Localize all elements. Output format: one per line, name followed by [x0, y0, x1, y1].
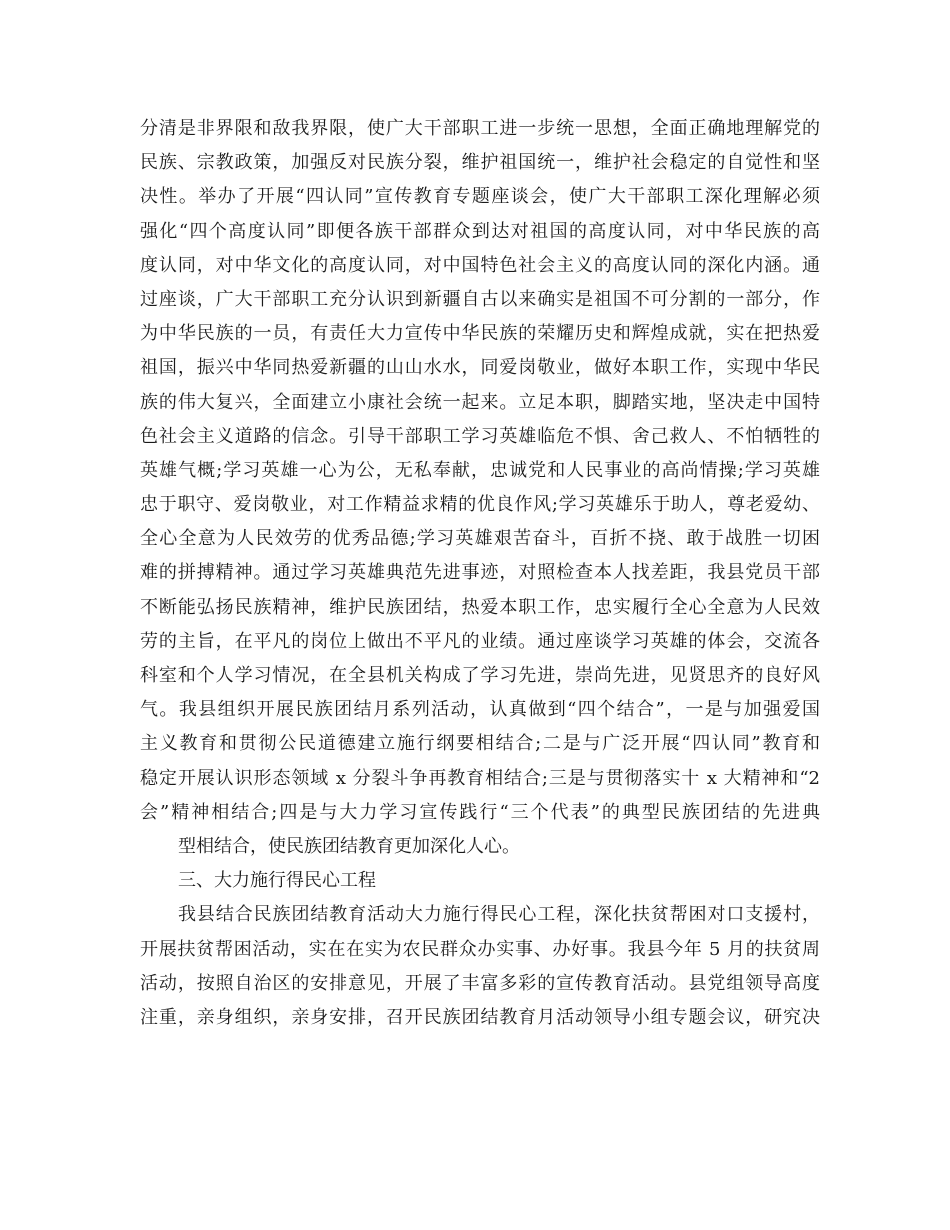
- body-line: 型相结合，使民族团结教育更加深化人心。: [178, 835, 520, 857]
- body-line: 决性。举办了开展“四认同”宣传教育专题座谈会，使广大干部职工深化理解必须: [140, 186, 820, 208]
- body-line: 忠于职守、爱岗敬业，对工作精益求精的优良作风;学习英雄乐于助人，尊老爱幼、: [140, 494, 820, 516]
- body-line: 主义教育和贯彻公民道德建立施行纲要相结合;二是与广泛开展“四认同”教育和: [140, 733, 820, 755]
- body-line: 劳的主旨，在平凡的岗位上做出不平凡的业绩。通过座谈学习英雄的体会，交流各: [140, 630, 820, 652]
- body-line: 度认同，对中华文化的高度认同，对中国特色社会主义的高度认同的深化内涵。通: [140, 254, 820, 276]
- body-line: 过座谈，广大干部职工充分认识到新疆自古以来确实是祖国不可分割的一部分，作: [140, 288, 820, 310]
- body-line: 气。我县组织开展民族团结月系列活动，认真做到“四个结合”，一是与加强爱国: [140, 699, 820, 721]
- body-line: 开展扶贫帮困活动，实在在实为农民群众办实事、办好事。我县今年 5 月的扶贫周: [140, 938, 820, 960]
- body-line: 祖国，振兴中华同热爱新疆的山山水水，同爱岗敬业，做好本职工作，实现中华民: [140, 357, 820, 379]
- body-line: 稳定开展认识形态领域 x 分裂斗争再教育相结合;三是与贯彻落实十 x 大精神和“2: [140, 767, 820, 789]
- body-line: 英雄气概;学习英雄一心为公，无私奉献，忠诚党和人民事业的高尚情操;学习英雄: [140, 459, 820, 481]
- body-line: 活动，按照自治区的安排意见，开展了丰富多彩的宣传教育活动。县党组领导高度: [140, 972, 820, 994]
- body-line: 色社会主义道路的信念。引导干部职工学习英雄临危不惧、舍己救人、不怕牺牲的: [140, 425, 820, 447]
- body-text: [140, 112, 820, 1035]
- body-line: 我县结合民族团结教育活动大力施行得民心工程，深化扶贫帮困对口支援村，: [178, 904, 820, 926]
- body-line: 强化“四个高度认同”即便各族干部群众到达对祖国的高度认同，对中华民族的高: [140, 220, 820, 242]
- body-line: 注重，亲身组织，亲身安排，召开民族团结教育月活动领导小组专题会议，研究决: [140, 1006, 820, 1028]
- body-line: 为中华民族的一员，有责任大力宣传中华民族的荣耀历史和辉煌成就，实在把热爱: [140, 323, 820, 345]
- body-line: 族的伟大复兴，全面建立小康社会统一起来。立足本职，脚踏实地，坚决走中国特: [140, 391, 820, 413]
- body-line: 不断能弘扬民族精神，维护民族团结，热爱本职工作，忠实履行全心全意为人民效: [140, 596, 820, 618]
- body-line: 难的拼搏精神。通过学习英雄典范先进事迹，对照检查本人找差距，我县党员干部: [140, 562, 820, 584]
- body-line: 分清是非界限和敌我界限，使广大干部职工进一步统一思想，全面正确地理解党的: [140, 118, 820, 139]
- body-line: 科室和个人学习情况，在全县机关构成了学习先进，崇尚先进，见贤思齐的良好风: [140, 665, 820, 686]
- body-line: 全心全意为人民效劳的优秀品德;学习英雄艰苦奋斗，百折不挠、敢于战胜一切困: [140, 528, 820, 550]
- section-heading: 三、大力施行得民心工程: [178, 870, 376, 892]
- body-line: 会”精神相结合;四是与大力学习宣传践行“三个代表”的典型民族团结的先进典: [140, 801, 820, 823]
- body-line: 民族、宗教政策，加强反对民族分裂，维护祖国统一，维护社会稳定的自觉性和坚: [140, 152, 820, 174]
